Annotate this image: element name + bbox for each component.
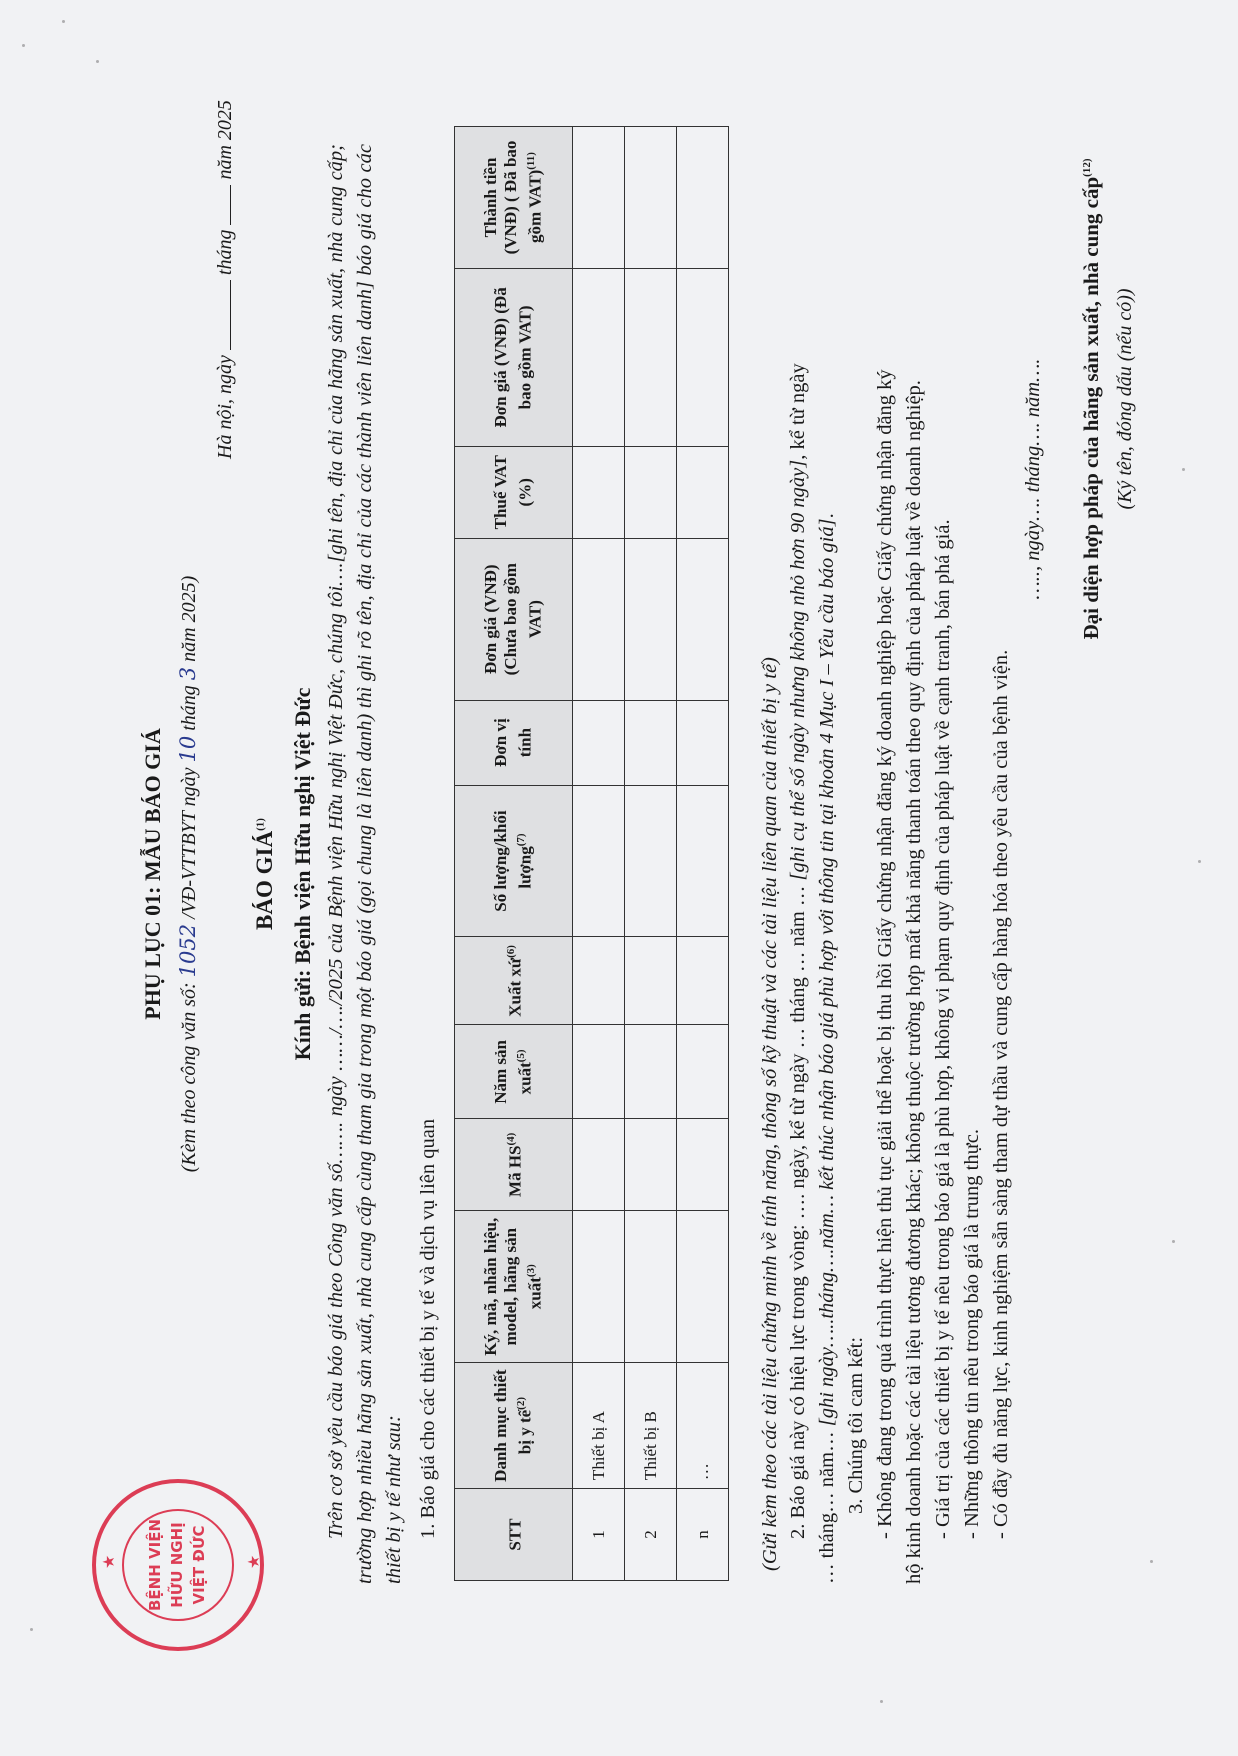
validity-line-2 [813,513,842,1584]
scan-speck [880,1700,883,1703]
reference-month: 3 [176,666,200,681]
signature-title: Đại diện hợp pháp của hãng sản xuất, nhà cung cấp$^{(12)}$ [1079,158,1103,640]
date-year-label: năm 2025 [214,100,236,180]
day-blank [230,280,231,350]
cell-empty [677,785,729,937]
header-stt: STT [455,1489,573,1581]
row-item: … [677,1363,729,1489]
commitment-1-cont: hộ kinh doanh hoặc các tài liệu tương đương khác; không thuộc trường hợp mất khả năng thanh toán theo quy định của pháp luật về doanh nghiệp. [903,380,925,1584]
section-1-title: 1. Báo giá cho các thiết bị y tế và dịch vụ liên quan [417,1118,439,1539]
row-item: Thiết bị A [573,1363,625,1489]
reference-day: 10 [176,735,200,763]
stamp-line-1: BỆNH VIỆN [146,1519,164,1611]
header-year: Năm sản xuất$^{(5)}$ [455,1025,573,1119]
cell-empty [625,538,677,700]
table-row [677,127,729,1581]
cell-empty [677,127,729,269]
header-total: Thành tiền (VNĐ) ( Đã bao gồm VAT)$^{(11)}$ [455,127,573,269]
header-item: Danh mục thiết bị y tế$^{(2)}$ [455,1363,573,1489]
cell-empty [573,785,625,937]
reference-suffix: năm 2025) [178,575,200,667]
header-origin: Xuất xứ$^{(6)}$ [455,937,573,1025]
cell-empty [625,1119,677,1211]
cell-empty [573,538,625,700]
cell-empty [625,1025,677,1119]
cell-empty [677,446,729,538]
cell-empty [625,785,677,937]
cell-empty [677,1211,729,1363]
date-place: Hà nội, ngày [214,355,236,459]
header-vat: Thuế VAT (%) [455,446,573,538]
scan-speck [30,1628,33,1631]
header-hs-code: Mã HS$^{(4)}$ [455,1119,573,1211]
signature-hint: (Ký tên, đóng dấu (nếu có)) [1114,288,1136,510]
table-row [573,127,625,1581]
validity-hint: [ghi cụ thể số ngày nhưng không nhỏ hơn 90 ngày] [787,459,809,881]
header-model: Ký, mã, nhãn hiệu, model, hãng sản xuất$^{(3)}$ [455,1211,573,1363]
cell-empty [625,268,677,446]
validity-text: 2. Báo giá này có hiệu lực trong vòng: …. ngày, kể từ ngày … tháng … năm … [787,880,809,1539]
header-price-incl-vat: Đơn giá (VNĐ) (Đã bao gồm VAT) [455,268,573,446]
date-month-label: tháng [214,229,236,276]
cell-empty [573,700,625,785]
row-stt: 1 [573,1489,625,1581]
attachment-note: (Gửi kèm theo các tài liệu chứng minh về tính năng, thông số kỹ thuật và các tài liệu liên quan của thiết bị y tế) [759,657,781,1571]
scan-speck [62,20,65,23]
commitment-3: - Những thông tin nêu trong báo giá là trung thực. [961,1129,983,1539]
table-header-row [455,127,573,1581]
recipient: Kính gửi: Bệnh viện Hữu nghị Việt Đức [290,687,315,1061]
cell-empty [573,268,625,446]
cell-empty [677,538,729,700]
reference-number: 1052 [176,923,200,978]
row-stt: 2 [625,1489,677,1581]
cell-empty [677,937,729,1025]
cell-empty [625,1211,677,1363]
commitment-2: - Giá trị của các thiết bị y tế nêu trong báo giá là phù hợp, không vi phạm quy định của pháp luật về cạnh tranh, bán phá giá. [932,519,954,1539]
validity-text: , kể từ ngày [787,363,809,460]
star-icon: ★ [101,1554,118,1569]
date-line [214,100,237,459]
cell-empty [573,1025,625,1119]
commitment-title: 3. Chúng tôi cam kết: [845,1336,867,1514]
scan-speck [22,44,25,47]
cell-empty [677,700,729,785]
row-stt: n [677,1489,729,1581]
cell-empty [573,1211,625,1363]
header-quantity: Số lượng/khối lượng$^{(7)}$ [455,785,573,937]
cell-empty [677,1025,729,1119]
cell-empty [573,127,625,269]
validity-line-1 [784,363,813,1539]
stamp-line-3: VIỆT ĐỨC [190,1525,208,1605]
heading-note: (1) [254,818,267,831]
reference-line [176,59,201,1689]
reference-month-label: tháng [178,680,200,736]
cell-empty [573,937,625,1025]
cell-empty [677,268,729,446]
heading-text: BÁO GIÁ [252,830,277,930]
commitment-4: - Có đầy đủ năng lực, kinh nghiệm sẵn sàng tham dự thầu và cung cấp hàng hóa theo yêu cầu của bệnh viện. [990,649,1012,1539]
month-blank [230,185,231,225]
cell-empty [625,127,677,269]
cell-empty [677,1119,729,1211]
validity-hint: [ghi ngày…..tháng….năm… kết thúc nhận báo giá phù hợp với thông tin tại khoản 4 Mục I – Yêu cầu báo giá] [816,518,838,1427]
cell-empty [625,446,677,538]
quotation-table [454,126,729,1581]
quotation-heading [252,59,278,1689]
cell-empty [625,937,677,1025]
row-item: Thiết bị B [625,1363,677,1489]
header-unit: Đơn vị tính [455,700,573,785]
cell-empty [573,446,625,538]
reference-prefix: (Kèm theo công văn số: [178,977,200,1173]
cell-empty [625,700,677,785]
header-price-excl-vat: Đơn giá (VNĐ) (Chưa bao gồm VAT) [455,538,573,700]
table-row [625,127,677,1581]
star-icon: ★ [246,1554,263,1569]
stamp-line-2: HỮU NGHỊ [168,1522,186,1608]
quotation-form [54,59,1184,1689]
cell-empty [573,1119,625,1211]
appendix-title: PHỤ LỤC 01: MẪU BÁO GIÁ [140,728,165,1020]
commitment-1: - Không đang trong quá trình thực hiện thủ tục giải thể hoặc bị thu hồi Giấy chứng nhận đăng ký doanh nghiệp hoặc Giấy chứng nhận đăng ký [874,369,896,1539]
scan-speck [1198,860,1201,863]
reference-middle: /VĐ-VTTBYT ngày [178,762,200,924]
intro-paragraph: Trên cơ sở yêu cầu báo giá theo Công văn số……. ngày ……/…./2025 của Bệnh viện Hữu nghị Việt Đức, chúng tôi….[ghi tên, địa chỉ của hãng sản xuất, nhà cung cấp; trường hợp nhiều hãng sản xuất, nhà cung cấp cùng tham gia trong một báo giá (gọi chung là liên danh) thì ghi rõ tên, địa chỉ của các thành viên liên danh] báo giá cho các thiết bị y tế như sau: [325,144,405,1584]
validity-text: … tháng… năm… [816,1426,838,1584]
validity-text: . [816,513,838,519]
signature-date: ….., ngày…. tháng…. năm…. [1022,358,1044,600]
